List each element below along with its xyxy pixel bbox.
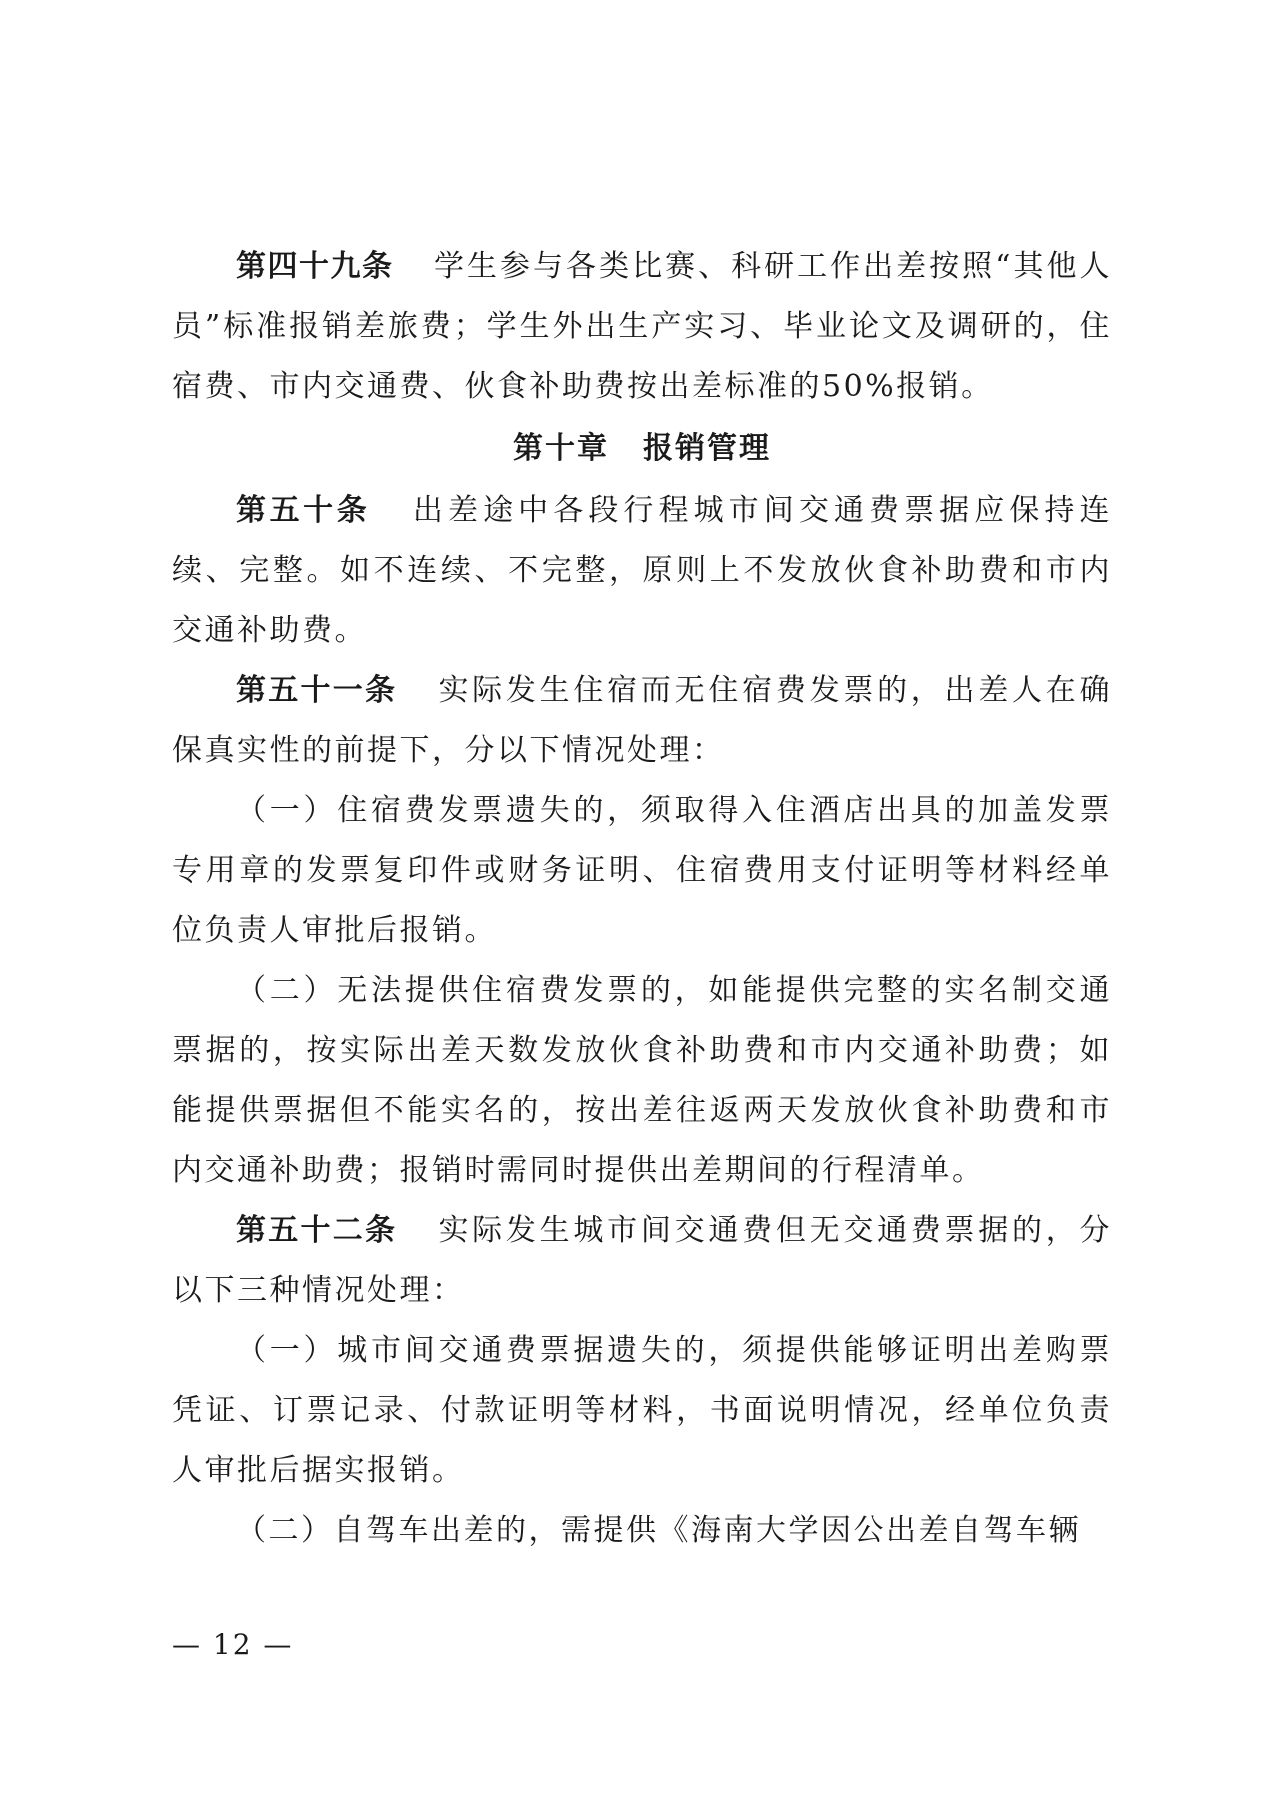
article-51-item-1: （一）住宿费发票遗失的，须取得入住酒店出具的加盖发票专用章的发票复印件或财务证明、住宿费用支付证明等材料经单位负责人审批后报销。	[172, 793, 1112, 948]
article-52-item-2: （二）自驾车出差的，需提供《海南大学因公出差自驾车辆	[236, 1513, 1081, 1548]
chapter-heading	[172, 417, 1112, 481]
article-number: 第五十一条	[236, 673, 398, 708]
article-text: 出差途中各段行程城市间交通费票据应保持连续、完整。如不连续、不完整，原则上不发放伙食补助费和市内交通补助费。	[172, 493, 1113, 648]
article-number: 第四十九条	[236, 249, 394, 284]
page-number: — 12 —	[172, 1628, 294, 1661]
article-text: 实际发生城市间交通费但无交通费票据的，分以下三种情况处理：	[172, 1213, 1113, 1308]
article-number: 第五十条	[236, 493, 371, 528]
article-52	[172, 1201, 1112, 1321]
document-body	[172, 237, 1112, 1561]
chapter-title: 报销管理	[643, 431, 771, 466]
article-49	[172, 237, 1112, 417]
article-text: 实际发生住宿而无住宿费发票的，出差人在确保真实性的前提下，分以下情况处理：	[172, 673, 1113, 768]
chapter-number: 第十章	[513, 431, 609, 466]
article-52-item-1: （一）城市间交通费票据遗失的，须提供能够证明出差购票凭证、订票记录、付款证明等材料，书面说明情况，经单位负责人审批后据实报销。	[172, 1333, 1112, 1488]
article-text: 学生参与各类比赛、科研工作出差按照“其他人员”标准报销差旅费；学生外出生产实习、毕业论文及调研的，住宿费、市内交通费、伙食补助费按出差标准的50%报销。	[172, 249, 1112, 404]
article-50	[172, 481, 1112, 661]
article-51	[172, 661, 1112, 781]
article-51-item-2: （二）无法提供住宿费发票的，如能提供完整的实名制交通票据的，按实际出差天数发放伙食补助费和市内交通补助费；如能提供票据但不能实名的，按出差往返两天发放伙食补助费和市内交通补助费；报销时需同时提供出差期间的行程清单。	[172, 973, 1112, 1188]
article-number: 第五十二条	[236, 1213, 398, 1248]
